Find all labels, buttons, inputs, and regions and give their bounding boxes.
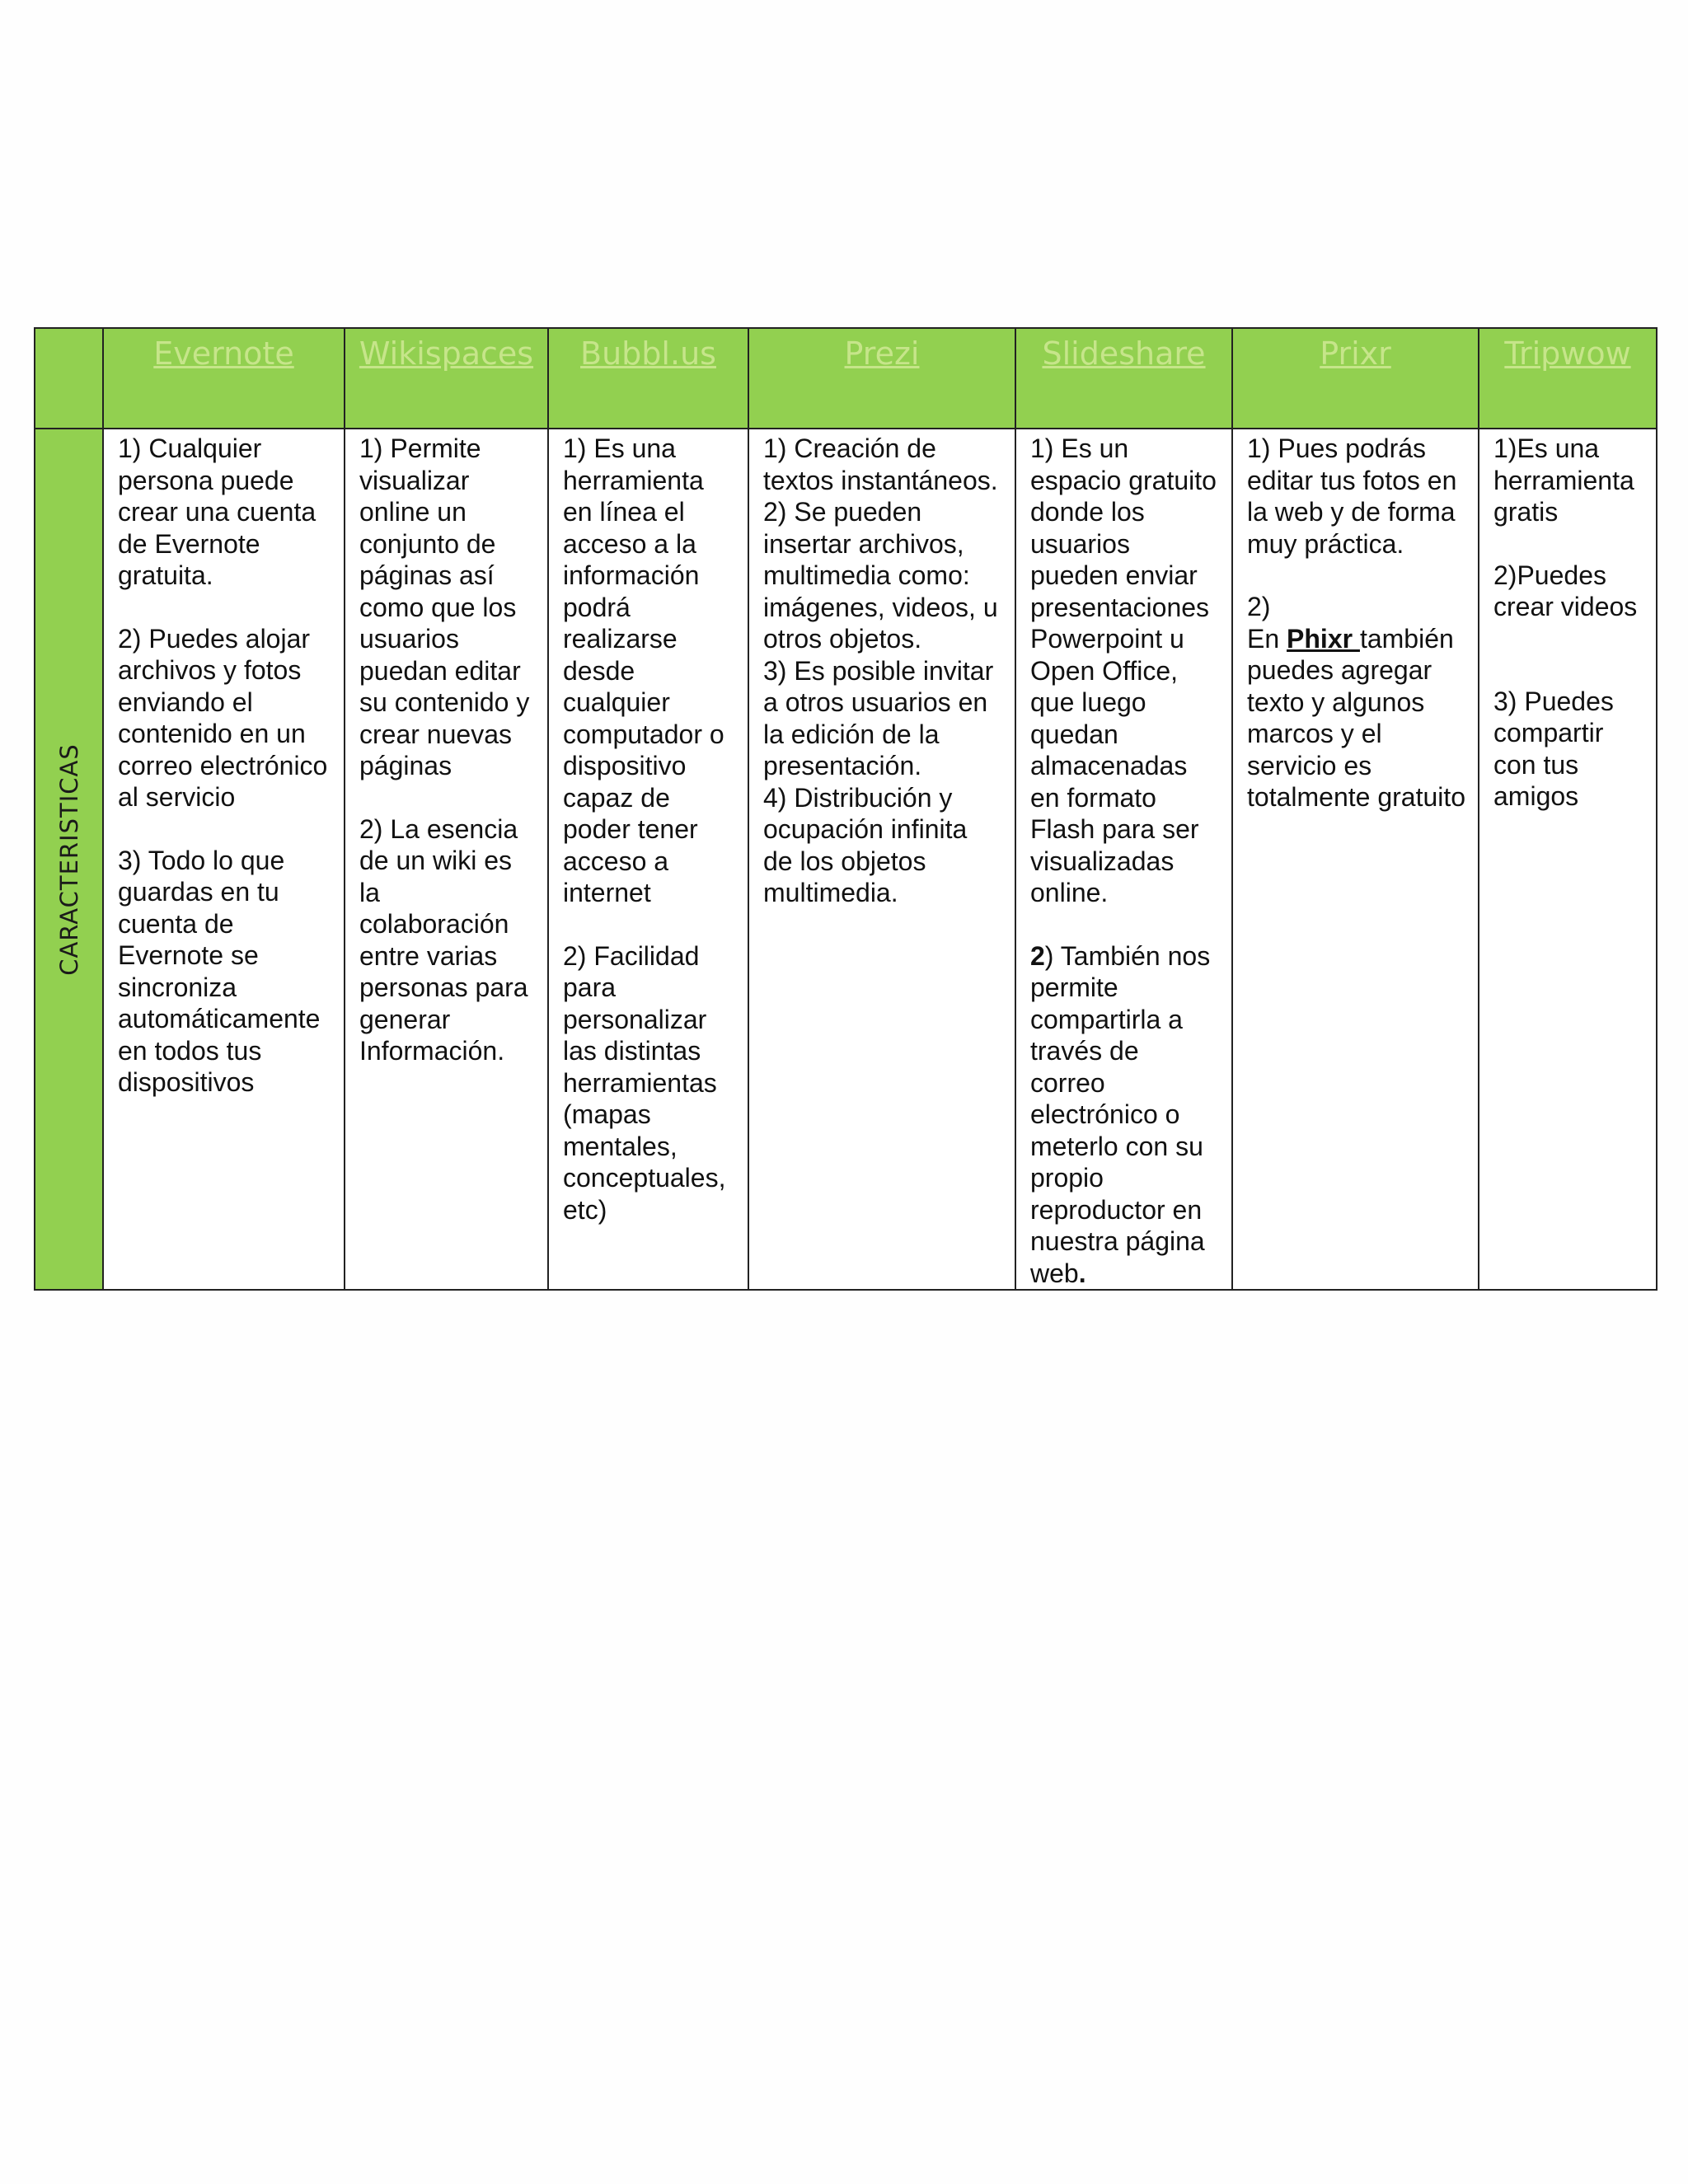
wikispaces-point-2: 2) La esencia de un wiki es la colaboración entre varias personas para generar Información. xyxy=(359,813,528,1066)
slideshare-point-1: 1) Es un espacio gratuito donde los usuarios pueden enviar presentaciones Powerpoint u Open Office, que luego quedan almacenadas en formato Flash para ser visualizadas online. xyxy=(1030,434,1217,907)
prixr-link[interactable]: Prixr xyxy=(1320,335,1391,372)
bubblus-point-2: 2) Facilidad para personalizar las distintas herramientas (mapas mentales, conceptuales, etc) xyxy=(563,940,726,1225)
prixr-point-2-pre: En xyxy=(1247,623,1287,654)
prezi-point-3: 3) Es posible invitar a otros usuarios en la edición de la presentación. xyxy=(763,655,994,780)
prixr-point-2 xyxy=(1247,623,1466,813)
bubblus-link[interactable]: Bubbl.us xyxy=(580,335,716,372)
tripwow-point-3: 3) Puedes compartir con tus amigos xyxy=(1493,686,1614,811)
evernote-point-1: 1) Cualquier persona puede crear una cuenta de Evernote gratuita. xyxy=(118,434,316,590)
header-bubblus xyxy=(548,328,748,429)
tripwow-link[interactable]: Tripwow xyxy=(1504,335,1631,372)
wikispaces-point-1: 1) Permite visualizar online un conjunto de páginas así como que los usuarios puedan editar su contenido y crear nuevas páginas xyxy=(359,434,530,780)
phixr-brand-link[interactable]: Phixr xyxy=(1287,623,1360,654)
slideshare-point-2 xyxy=(1030,940,1220,1290)
prixr-point-1: 1) Pues podrás editar tus fotos en la web y de forma muy práctica. xyxy=(1247,434,1457,559)
header-row xyxy=(35,328,1657,429)
prezi-point-1: 1) Creación de textos instantáneos. xyxy=(763,434,998,495)
header-tripwow xyxy=(1479,328,1657,429)
cell-tripwow xyxy=(1479,429,1657,1290)
tripwow-point-2: 2)Puedes crear videos xyxy=(1493,560,1638,621)
evernote-point-3: 3) Todo lo que guardas en tu cuenta de Evernote se sincroniza automáticamente en todos tus dispositivos xyxy=(118,845,321,1097)
cell-slideshare xyxy=(1015,429,1232,1290)
slideshare-point-2-period: . xyxy=(1078,1258,1086,1288)
prezi-point-4: 4) Distribución y ocupación infinita de los objetos multimedia. xyxy=(763,782,968,907)
header-prezi xyxy=(748,328,1015,429)
row-label: CARACTERISTICAS xyxy=(54,743,83,976)
header-prixr xyxy=(1232,328,1479,429)
bubblus-point-1: 1) Es una herramienta en línea el acceso a la información podrá realizarse desde cualquier computador o dispositivo capaz de poder tener acceso a internet xyxy=(563,434,724,907)
wikispaces-link[interactable]: Wikispaces xyxy=(359,335,534,372)
cell-prixr xyxy=(1232,429,1479,1290)
characteristics-row xyxy=(35,429,1657,1290)
cell-prezi xyxy=(748,429,1015,1290)
slideshare-point-2-number: 2 xyxy=(1030,940,1045,971)
cell-bubblus xyxy=(548,429,748,1290)
cell-evernote xyxy=(103,429,345,1290)
cell-wikispaces xyxy=(345,429,548,1290)
prixr-point-2-text: también puedes agregar texto y algunos marcos y el servicio es totalmente gratuito xyxy=(1247,623,1466,812)
slideshare-link[interactable]: Slideshare xyxy=(1042,335,1206,372)
header-wikispaces xyxy=(345,328,548,429)
header-slideshare xyxy=(1015,328,1232,429)
header-evernote xyxy=(103,328,345,429)
prixr-point-2-number: 2) xyxy=(1247,592,1271,621)
comparison-table xyxy=(34,327,1658,1291)
tripwow-point-1: 1)Es una herramienta gratis xyxy=(1493,434,1634,527)
prezi-point-2: 2) Se pueden insertar archivos, multimedia como: imágenes, videos, u otros objetos. xyxy=(763,497,998,654)
evernote-link[interactable]: Evernote xyxy=(153,335,294,372)
prezi-link[interactable]: Prezi xyxy=(844,335,920,372)
slideshare-point-2-text: ) También nos permite compartirla a través de correo electrónico o meterlo con su propio reproductor en nuestra página web xyxy=(1030,940,1211,1288)
corner-cell xyxy=(35,328,103,429)
row-label-cell xyxy=(35,429,103,1290)
evernote-point-2: 2) Puedes alojar archivos y fotos enviando el contenido en un correo electrónico al servicio xyxy=(118,623,328,812)
